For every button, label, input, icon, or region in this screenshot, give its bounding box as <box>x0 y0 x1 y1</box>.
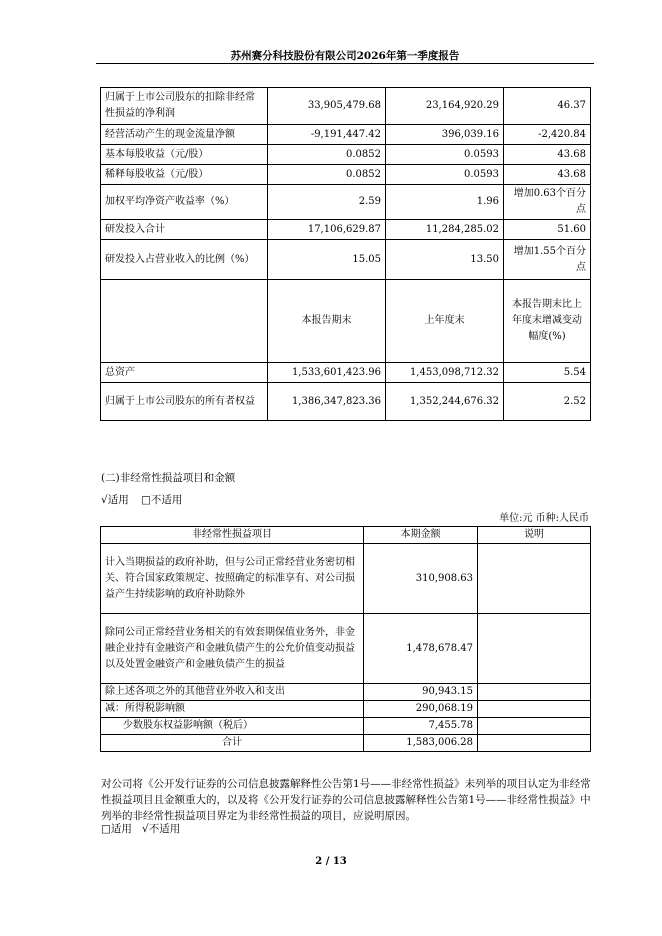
prior-value: 0.0593 <box>386 165 504 185</box>
table-subheader-row <box>101 280 591 363</box>
row-label: 归属于上市公司股东的所有者权益 <box>101 383 268 421</box>
current-value: -9,191,447.42 <box>268 125 386 145</box>
table-row <box>101 718 591 735</box>
non-recurring-items-table <box>100 526 591 752</box>
prior-value: 23,164,920.29 <box>386 88 504 125</box>
note-cell <box>478 684 591 701</box>
table-row <box>101 125 591 145</box>
subheader-current: 本报告期末 <box>268 280 386 363</box>
amount-cell: 290,068.19 <box>364 701 478 718</box>
unit-currency-label: 单位:元 币种:人民币 <box>499 513 589 524</box>
table-row <box>101 185 591 220</box>
table-row <box>101 701 591 718</box>
note-cell <box>478 544 591 614</box>
amount-cell: 1,478,678.47 <box>364 614 478 684</box>
row-label: 稀释每股收益（元/股） <box>101 165 268 185</box>
change-value: 46.37 <box>504 88 591 125</box>
subheader-empty <box>101 280 268 363</box>
row-label: 加权平均净资产收益率（%） <box>101 185 268 220</box>
row-label: 经营活动产生的现金流量净额 <box>101 125 268 145</box>
table-row <box>101 88 591 125</box>
item-cell: 少数股东权益影响额（税后） <box>101 718 364 735</box>
change-value: 5.54 <box>504 363 591 383</box>
prior-value: 396,039.16 <box>386 125 504 145</box>
change-value: 2.52 <box>504 383 591 421</box>
header-item: 非经常性损益项目 <box>101 527 364 544</box>
item-cell: 除上述各项之外的其他营业外收入和支出 <box>101 684 364 701</box>
explanation-paragraph: 对公司将《公开发行证券的公司信息披露解释性公告第1号——非经常性损益》未列举的项目认定为非经常性损益项目且金额重大的，以及将《公开发行证券的公司信息披露解释性公告第1号——非经常性损益》中列举的非经常性损益项目界定为非经常性损益的项目，应说明原因。 <box>101 778 591 822</box>
change-value: 43.68 <box>504 145 591 165</box>
table-row <box>101 544 591 614</box>
table-row <box>101 145 591 165</box>
financial-indicators-table <box>100 87 591 421</box>
current-value: 1,386,347,823.36 <box>268 383 386 421</box>
table-row <box>101 165 591 185</box>
subheader-change: 本报告期末比上年度末增减变动幅度(%) <box>504 280 591 363</box>
amount-cell: 1,583,006.28 <box>364 735 478 752</box>
current-value: 33,905,479.68 <box>268 88 386 125</box>
row-label: 基本每股收益（元/股） <box>101 145 268 165</box>
current-value: 17,106,629.87 <box>268 220 386 240</box>
table-row <box>101 383 591 421</box>
change-value: 增加1.55个百分点 <box>504 240 591 280</box>
current-value: 0.0852 <box>268 145 386 165</box>
amount-cell: 90,943.15 <box>364 684 478 701</box>
note-cell <box>478 718 591 735</box>
table-header-row <box>101 527 591 544</box>
section-title: (二)非经常性损益项目和金额 <box>101 472 236 484</box>
note-cell <box>478 735 591 752</box>
table-row <box>101 684 591 701</box>
item-cell: 除同公司正常经营业务相关的有效套期保值业务外，非金融企业持有金融资产和金融负债产生的公允价值变动损益以及处置金融资产和金融负债产生的损益 <box>101 614 364 684</box>
table-row <box>101 240 591 280</box>
row-label: 归属于上市公司股东的扣除非经常性损益的净利润 <box>101 88 268 125</box>
table-row <box>101 220 591 240</box>
item-cell: 减：所得税影响额 <box>101 701 364 718</box>
current-value: 1,533,601,423.96 <box>268 363 386 383</box>
table-row <box>101 363 591 383</box>
item-cell: 合计 <box>101 735 364 752</box>
prior-value: 11,284,285.02 <box>386 220 504 240</box>
table-row <box>101 614 591 684</box>
change-value: -2,420.84 <box>504 125 591 145</box>
change-value: 43.68 <box>504 165 591 185</box>
row-label: 研发投入合计 <box>101 220 268 240</box>
amount-cell: 7,455.78 <box>364 718 478 735</box>
paragraph-applicable-checkbox[interactable]: □适用 <box>101 823 132 835</box>
applicable-checkbox[interactable]: √适用 <box>101 494 129 506</box>
amount-cell: 310,908.63 <box>364 544 478 614</box>
subheader-prior: 上年度末 <box>386 280 504 363</box>
note-cell <box>478 614 591 684</box>
header-note: 说明 <box>478 527 591 544</box>
header-rule <box>96 63 594 64</box>
table-total-row <box>101 735 591 752</box>
current-value: 15.05 <box>268 240 386 280</box>
header-amount: 本期金额 <box>364 527 478 544</box>
not-applicable-checkbox[interactable]: □不适用 <box>141 494 183 506</box>
page-header-title: 苏州赛分科技股份有限公司2026年第一季度报告 <box>230 50 460 62</box>
change-value: 51.60 <box>504 220 591 240</box>
row-label: 总资产 <box>101 363 268 383</box>
page-number: 2 / 13 <box>315 856 347 867</box>
current-value: 0.0852 <box>268 165 386 185</box>
prior-value: 0.0593 <box>386 145 504 165</box>
row-label: 研发投入占营业收入的比例（%） <box>101 240 268 280</box>
prior-value: 13.50 <box>386 240 504 280</box>
note-cell <box>478 701 591 718</box>
item-cell: 计入当期损益的政府补助，但与公司正常经营业务密切相关、符合国家政策规定、按照确定的标准享有、对公司损益产生持续影响的政府补助除外 <box>101 544 364 614</box>
current-value: 2.59 <box>268 185 386 220</box>
prior-value: 1.96 <box>386 185 504 220</box>
prior-value: 1,453,098,712.32 <box>386 363 504 383</box>
paragraph-not-applicable-checkbox[interactable]: √不适用 <box>142 823 181 835</box>
change-value: 增加0.63个百分点 <box>504 185 591 220</box>
prior-value: 1,352,244,676.32 <box>386 383 504 421</box>
